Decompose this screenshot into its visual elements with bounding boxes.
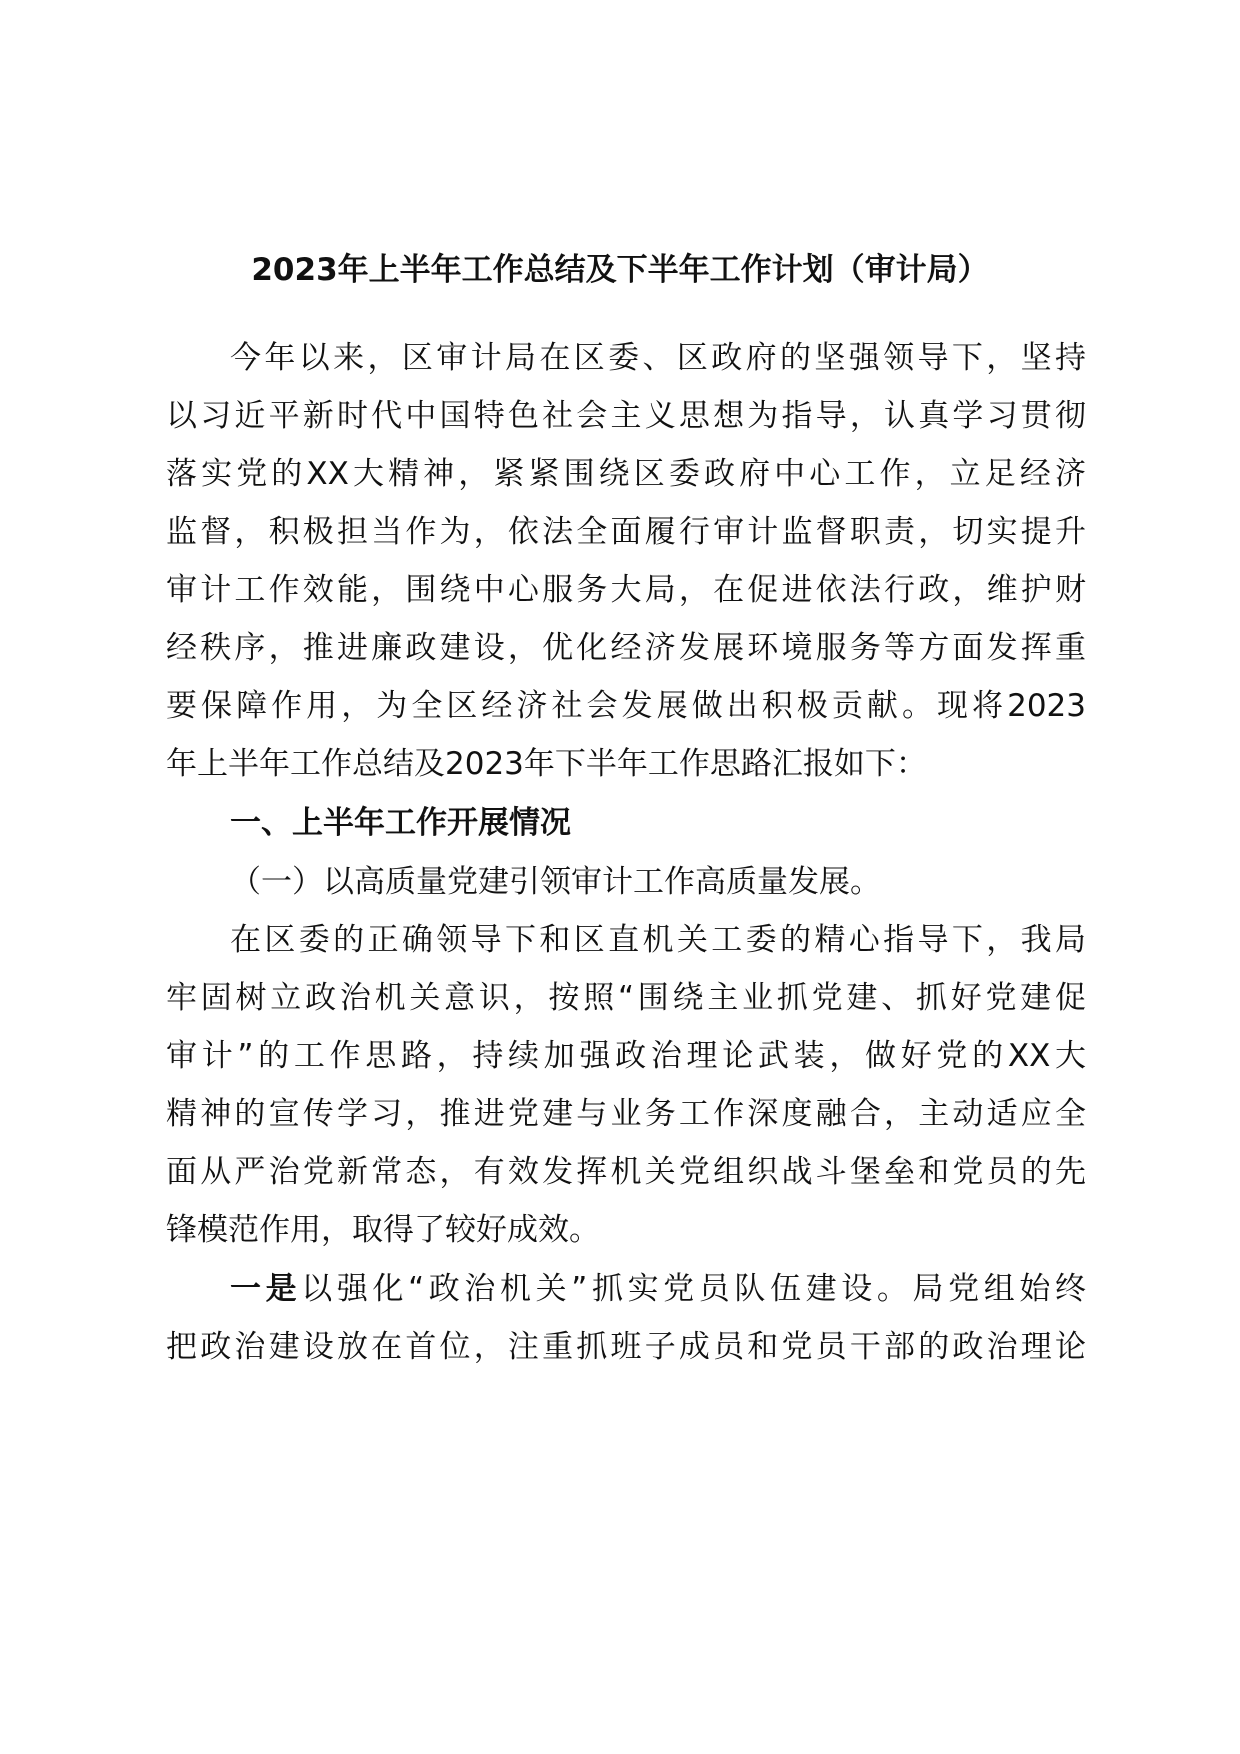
subsection-heading-1: （一）以高质量党建引领审计工作高质量发展。 xyxy=(230,864,881,900)
intro-line-2: 以习近平新时代中国特色社会主义思想为指导，认真学习贯彻 xyxy=(166,398,1086,434)
para2-line-6: 锋模范作用，取得了较好成效。 xyxy=(166,1212,600,1248)
para3-line-1 xyxy=(230,1257,1086,1321)
para2-line-5: 面从严治党新常态，有效发挥机关党组织战斗堡垒和党员的先 xyxy=(166,1154,1086,1190)
para2-line-4: 精神的宣传学习，推进党建与业务工作深度融合，主动适应全 xyxy=(166,1096,1086,1132)
para3-line-2: 把政治建设放在首位，注重抓班子成员和党员干部的政治理论 xyxy=(166,1329,1086,1365)
intro-line-5: 审计工作效能，围绕中心服务大局，在促进依法行政，维护财 xyxy=(166,572,1086,608)
intro-line-4: 监督，积极担当作为，依法全面履行审计监督职责，切实提升 xyxy=(166,514,1086,550)
intro-line-6: 经秩序，推进廉政建设，优化经济发展环境服务等方面发挥重 xyxy=(166,630,1086,666)
document-title: 2023年上半年工作总结及下半年工作计划（审计局） xyxy=(251,252,989,288)
para2-line-1: 在区委的正确领导下和区直机关工委的精心指导下，我局 xyxy=(230,922,1086,958)
intro-line-8: 年上半年工作总结及2023年下半年工作思路汇报如下： xyxy=(166,746,927,782)
para2-line-3: 审计”的工作思路，持续加强政治理论武装，做好党的XX大 xyxy=(166,1038,1086,1074)
para3-line-1-text: 以强化“政治机关”抓实党员队伍建设。局党组始终 xyxy=(301,1271,1087,1307)
intro-line-3: 落实党的XX大精神，紧紧围绕区委政府中心工作，立足经济 xyxy=(166,456,1086,492)
section-heading-1: 一、上半年工作开展情况 xyxy=(230,805,571,841)
para2-line-2: 牢固树立政治机关意识，按照“围绕主业抓党建、抓好党建促 xyxy=(166,980,1086,1016)
intro-line-1: 今年以来，区审计局在区委、区政府的坚强领导下，坚持 xyxy=(230,340,1086,376)
intro-line-7: 要保障作用，为全区经济社会发展做出积极贡献。现将2023 xyxy=(166,688,1086,724)
para3-lead: 一是 xyxy=(230,1271,302,1307)
